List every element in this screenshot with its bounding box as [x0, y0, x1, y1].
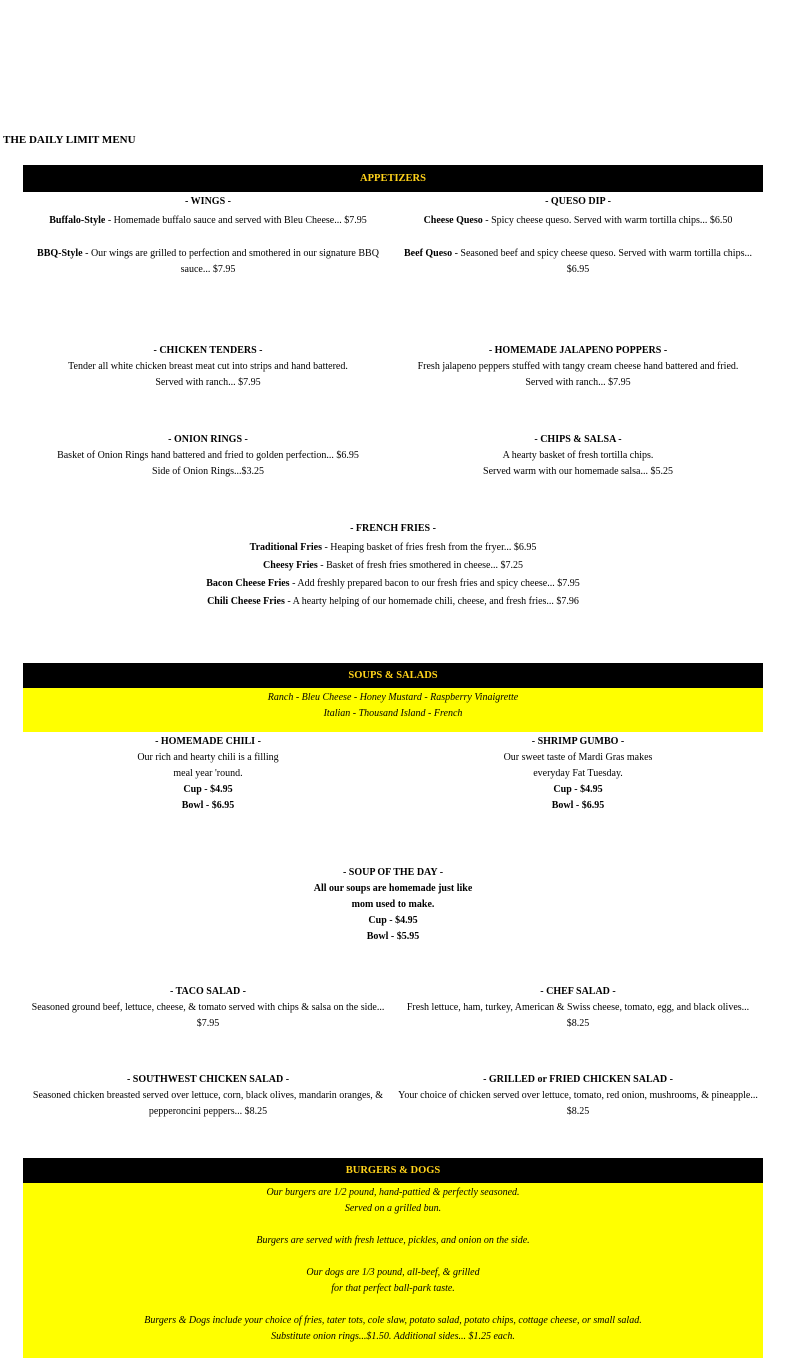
burgers-info-box	[23, 1183, 763, 1358]
item-name: Cheese Queso	[423, 215, 483, 226]
chicken-salad-section	[393, 1072, 763, 1120]
queso-section	[393, 194, 763, 278]
gumbo-desc: everyday Fat Tuesday.	[533, 768, 623, 779]
chips-price: Served warm with our homemade salsa... $5.25	[483, 466, 673, 477]
fries-item	[23, 575, 763, 593]
item-desc: - Basket of fresh fries smothered in cheese... $7.25	[317, 560, 523, 571]
soup-of-day-bowl: Bowl - $5.95	[366, 931, 420, 942]
chicken-salad-desc: Your choice of chicken served over lettuce, tomato, red onion, mushrooms, & pineapple...	[398, 1090, 758, 1101]
gumbo-section	[393, 734, 763, 814]
item-name: Cheesy Fries	[263, 560, 318, 571]
tenders-section	[23, 343, 393, 391]
burgers-info-line: for that perfect ball-park taste.	[331, 1283, 455, 1294]
appetizers-heading: APPETIZERS	[23, 165, 763, 192]
dressings-line: Ranch - Bleu Cheese - Honey Mustard - Raspberry Vinaigrette	[267, 692, 519, 703]
soup-of-day-desc: mom used to make.	[351, 899, 435, 910]
item-name: Beef Queso	[404, 248, 453, 259]
item-desc: - Our wings are grilled to perfection and smothered in our signature BBQ	[82, 248, 379, 259]
gumbo-bowl: Bowl - $6.95	[551, 800, 605, 811]
dressings-box	[23, 688, 763, 732]
chili-section	[23, 734, 393, 814]
item-desc: - Add freshly prepared bacon to our fresh fries and spicy cheese... $7.95	[289, 578, 580, 589]
item-name: BBQ-Style	[37, 248, 83, 259]
item-desc: - Heaping basket of fries fresh from the fryer... $6.95	[321, 542, 537, 553]
taco-salad-desc: Seasoned ground beef, lettuce, cheese, & tomato served with chips & salsa on the side...	[31, 1002, 385, 1013]
fries-item	[23, 557, 763, 575]
southwest-salad-section	[23, 1072, 393, 1120]
poppers-title: - HOMEMADE JALAPENO POPPERS -	[488, 345, 668, 356]
item-name: Traditional Fries	[249, 542, 322, 553]
gumbo-cup: Cup - $4.95	[553, 784, 603, 795]
chef-salad-section	[393, 984, 763, 1032]
chicken-salad-price: $8.25	[566, 1106, 590, 1117]
onion-side: Side of Onion Rings...$3.25	[152, 466, 264, 477]
soups-heading: SOUPS & SALADS	[23, 663, 763, 688]
southwest-salad-desc: Seasoned chicken breasted served over lettuce, corn, black olives, mandarin oranges, &	[32, 1090, 384, 1101]
chef-salad-desc: Fresh lettuce, ham, turkey, American & Swiss cheese, tomato, egg, and black olives...	[406, 1002, 750, 1013]
wings-title: - WINGS -	[185, 196, 231, 207]
chips-section	[393, 432, 763, 480]
dressings-line: Italian - Thousand Island - French	[323, 708, 463, 719]
chili-desc: Our rich and hearty chili is a filling	[137, 752, 279, 763]
burgers-info-line: Burgers are served with fresh lettuce, pickles, and onion on the side.	[256, 1235, 530, 1246]
burgers-heading: BURGERS & DOGS	[23, 1158, 763, 1183]
onion-desc: Basket of Onion Rings hand battered and fried to golden perfection... $6.95	[57, 450, 359, 461]
item-desc: - Spicy cheese queso. Served with warm tortilla chips... $6.50	[482, 215, 733, 226]
poppers-desc: Fresh jalapeno peppers stuffed with tangy cream cheese hand battered and fried.	[417, 361, 739, 372]
item-desc: - Seasoned beef and spicy cheese queso. Served with warm tortilla chips...	[452, 248, 752, 259]
item-name: Chili Cheese Fries	[207, 596, 285, 607]
fries-item	[23, 593, 763, 611]
chef-salad-title: - CHEF SALAD -	[540, 986, 616, 997]
chili-cup: Cup - $4.95	[183, 784, 233, 795]
tenders-title: - CHICKEN TENDERS -	[153, 345, 263, 356]
taco-salad-section	[23, 984, 393, 1032]
burgers-info-line: Burgers & Dogs include your choice of fries, tater tots, cole slaw, potato salad, potato chips, cottage cheese, or small salad.	[144, 1315, 642, 1326]
burgers-info-line: Substitute onion rings...$1.50. Additional sides... $1.25 each.	[271, 1331, 515, 1342]
queso-beef	[393, 246, 763, 262]
taco-salad-title: - TACO SALAD -	[169, 986, 247, 997]
onion-title: - ONION RINGS -	[168, 434, 248, 445]
soup-of-day-desc: All our soups are homemade just like	[313, 883, 473, 894]
wings-bbq-cont: sauce... $7.95	[180, 264, 236, 275]
burgers-info-line: Our dogs are 1/3 pound, all-beef, & grilled	[306, 1267, 480, 1278]
soup-of-day-title: - SOUP OF THE DAY -	[342, 867, 444, 878]
southwest-salad-desc: pepperoncini peppers... $8.25	[148, 1106, 268, 1117]
southwest-salad-title: - SOUTHWEST CHICKEN SALAD -	[126, 1074, 290, 1085]
taco-salad-price: $7.95	[196, 1018, 220, 1029]
item-desc: - A hearty helping of our homemade chili, cheese, and fresh fries... $7.96	[284, 596, 579, 607]
poppers-price: Served with ranch... $7.95	[525, 377, 631, 388]
wings-section	[23, 194, 393, 278]
wings-bbq	[23, 246, 393, 262]
fries-title: - FRENCH FRIES -	[350, 523, 436, 534]
wings-buffalo	[23, 212, 393, 230]
chips-title: - CHIPS & SALSA -	[534, 434, 622, 445]
soup-of-day-section	[23, 865, 763, 945]
chef-salad-price: $8.25	[566, 1018, 590, 1029]
burgers-info-line: Our burgers are 1/2 pound, hand-pattied & perfectly seasoned.	[266, 1187, 520, 1198]
chili-desc: meal year 'round.	[173, 768, 243, 779]
tenders-price: Served with ranch... $7.95	[155, 377, 261, 388]
chips-desc: A hearty basket of fresh tortilla chips.	[502, 450, 654, 461]
poppers-section	[393, 343, 763, 391]
gumbo-title: - SHRIMP GUMBO -	[531, 736, 625, 747]
item-desc: - Homemade buffalo sauce and served with Bleu Cheese... $7.95	[105, 215, 367, 226]
chicken-salad-title: - GRILLED or FRIED CHICKEN SALAD -	[483, 1074, 673, 1085]
fries-section	[23, 521, 763, 611]
onion-section	[23, 432, 393, 480]
soup-of-day-cup: Cup - $4.95	[368, 915, 418, 926]
queso-title: - QUESO DIP -	[545, 196, 611, 207]
chili-title: - HOMEMADE CHILI -	[155, 736, 261, 747]
queso-beef-cont: $6.95	[566, 264, 590, 275]
item-name: Buffalo-Style	[49, 215, 106, 226]
gumbo-desc: Our sweet taste of Mardi Gras makes	[503, 752, 653, 763]
page-title: THE DAILY LIMIT MENU	[3, 134, 136, 146]
item-name: Bacon Cheese Fries	[206, 578, 290, 589]
queso-cheese	[393, 212, 763, 230]
burgers-info-line: Served on a grilled bun.	[344, 1203, 442, 1214]
chili-bowl: Bowl - $6.95	[181, 800, 235, 811]
tenders-desc: Tender all white chicken breast meat cut into strips and hand battered.	[68, 361, 348, 372]
fries-item	[23, 539, 763, 557]
